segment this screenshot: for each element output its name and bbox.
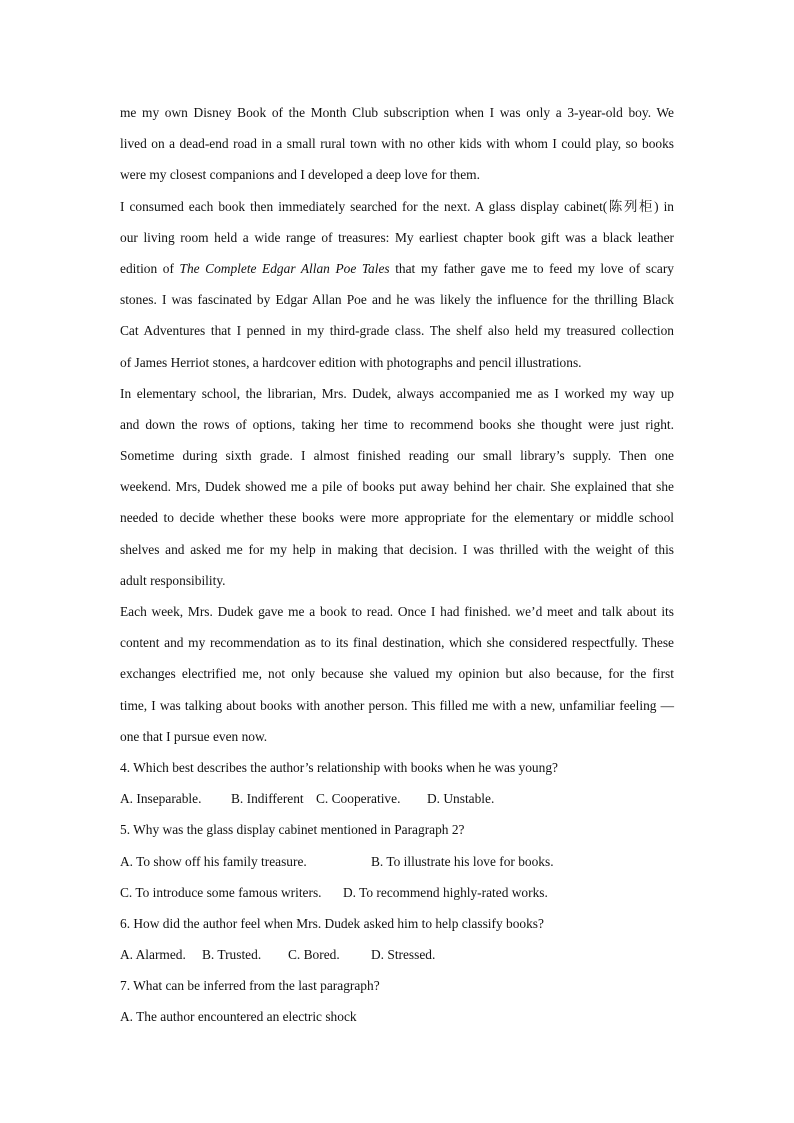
document-page bbox=[120, 0, 674, 1033]
text-line: lived on a dead-end road in a small rural town with no other kids with whom I could play, so books bbox=[120, 136, 674, 152]
question-4-options bbox=[120, 783, 674, 814]
option-b: B. Indifferent bbox=[231, 791, 304, 807]
text-line: weekend. Mrs, Dudek showed me a pile of books put away behind her chair. She explained that she bbox=[120, 479, 674, 495]
text-line: needed to decide whether these books were more appropriate for the elementary or middle school bbox=[120, 510, 674, 526]
paragraph-4 bbox=[120, 596, 674, 752]
option-d: D. Unstable. bbox=[427, 791, 495, 807]
text-line: Each week, Mrs. Dudek gave me a book to read. Once I had finished. we’d meet and talk about its bbox=[120, 604, 674, 619]
option-a: A. The author encountered an electric shock bbox=[120, 1009, 357, 1025]
question-7-options bbox=[120, 1001, 674, 1032]
text-line: exchanges electrified me, not only because she valued my opinion but also because, for the first bbox=[120, 666, 674, 682]
option-c: C. Bored. bbox=[288, 947, 340, 963]
text-line: of James Herriot stones, a hardcover edition with photographs and pencil illustrations. bbox=[120, 354, 582, 370]
question-6-stem: 6. How did the author feel when Mrs. Dudek asked him to help classify books? bbox=[120, 915, 544, 931]
text-line: adult responsibility. bbox=[120, 572, 226, 588]
text-line: shelves and asked me for my help in making that decision. I was thrilled with the weight of this bbox=[120, 541, 674, 557]
paragraph-1 bbox=[120, 97, 674, 191]
option-b: B. Trusted. bbox=[202, 947, 262, 963]
option-d: D. Stressed. bbox=[371, 947, 436, 963]
question-7-stem: 7. What can be inferred from the last paragraph? bbox=[120, 978, 380, 994]
question-5-options-row-2 bbox=[120, 877, 674, 908]
text-line: me my own Disney Book of the Month Club subscription when I was only a 3-year-old boy. We bbox=[120, 105, 674, 120]
question-6-options bbox=[120, 939, 674, 970]
document-content bbox=[120, 0, 674, 1033]
text-line: Cat Adventures that I penned in my third-grade class. The shelf also held my treasured collection bbox=[120, 323, 674, 339]
text-line: were my closest companions and I developed a deep love for them. bbox=[120, 167, 480, 183]
text-line: stones. I was fascinated by Edgar Allan Poe and he was likely the influence for the thrilling Black bbox=[120, 292, 674, 308]
text-fragment: that my father gave me to feed my love of scary bbox=[389, 260, 674, 276]
text-fragment: edition of bbox=[120, 260, 180, 276]
option-d: D. To recommend highly-rated works. bbox=[343, 884, 548, 900]
book-title: The Complete Edgar Allan Poe Tales bbox=[179, 260, 390, 276]
paragraph-3 bbox=[120, 378, 674, 596]
text-line: Sometime during sixth grade. I almost finished reading our small library’s supply. Then one bbox=[120, 448, 674, 464]
option-c: C. Cooperative. bbox=[316, 791, 401, 807]
option-b: B. To illustrate his love for books. bbox=[371, 853, 554, 869]
option-a: A. Inseparable. bbox=[120, 791, 202, 807]
text-line: our living room held a wide range of treasures: My earliest chapter book gift was a black leather bbox=[120, 229, 674, 245]
option-a: A. Alarmed. bbox=[120, 947, 186, 963]
text-line: I consumed each book then immediately searched for the next. A glass display cabinet(陈列柜) in bbox=[120, 198, 674, 214]
text-line: and down the rows of options, taking her time to recommend books she thought were just right. bbox=[120, 416, 674, 432]
text-line: one that I pursue even now. bbox=[120, 728, 268, 744]
text-line: In elementary school, the librarian, Mrs. Dudek, always accompanied me as I worked my way up bbox=[120, 385, 674, 401]
paragraph-2 bbox=[120, 191, 674, 378]
text-line-with-title bbox=[120, 253, 674, 284]
text-line: content and my recommendation as to its final destination, which she considered respectfully. These bbox=[120, 635, 674, 651]
question-4-stem: 4. Which best describes the author’s relationship with books when he was young? bbox=[120, 759, 558, 775]
text-line: time, I was talking about books with another person. This filled me with a new, unfamiliar feeling — bbox=[120, 697, 674, 713]
option-c: C. To introduce some famous writers. bbox=[120, 884, 322, 900]
option-a: A. To show off his family treasure. bbox=[120, 853, 307, 869]
question-5-stem: 5. Why was the glass display cabinet mentioned in Paragraph 2? bbox=[120, 822, 465, 838]
question-5-options-row-1 bbox=[120, 846, 674, 877]
